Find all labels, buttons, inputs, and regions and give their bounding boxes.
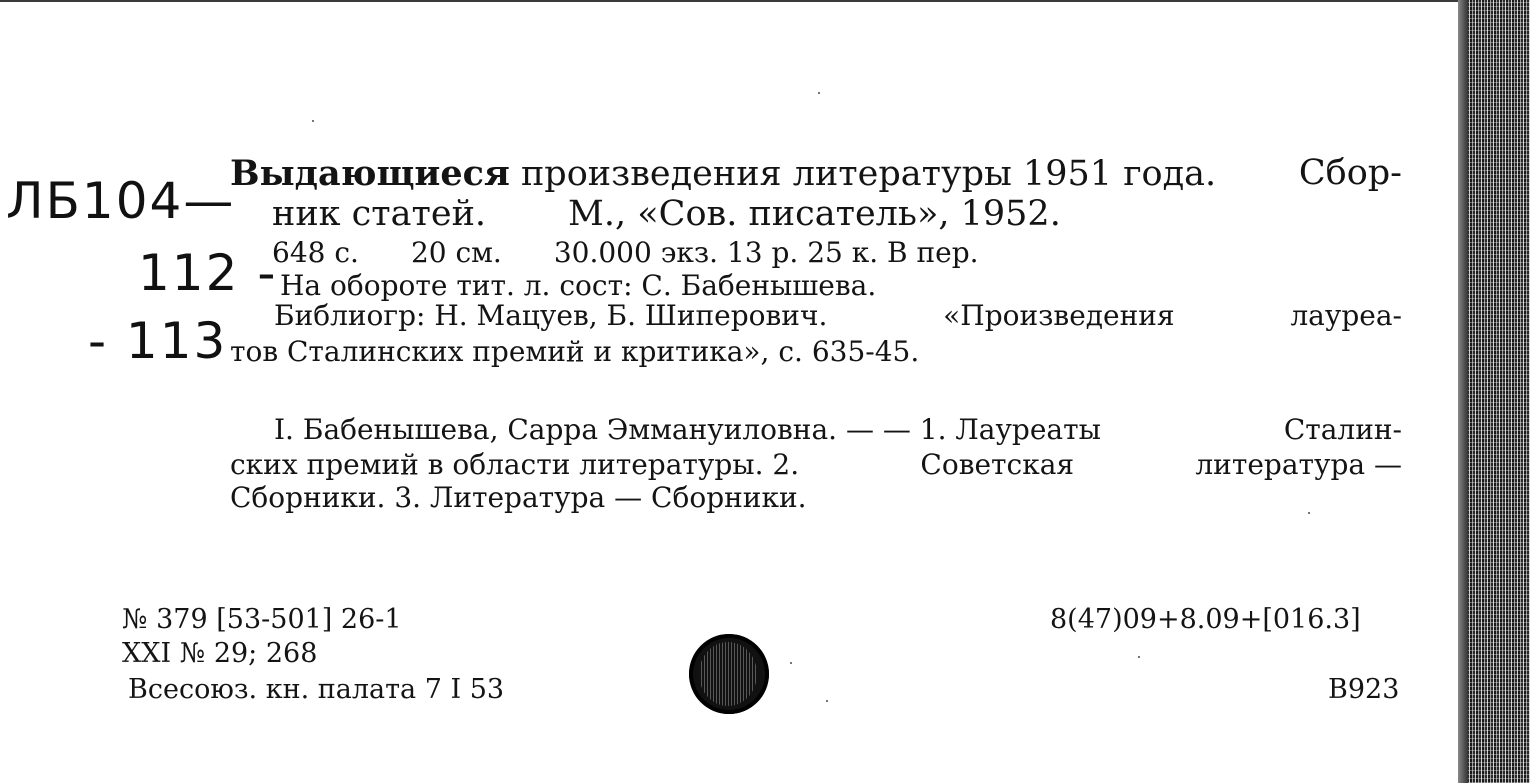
scanner-edge-shadow <box>1458 0 1468 783</box>
punched-hole-texture <box>699 642 757 706</box>
scan-speck <box>826 700 828 702</box>
publication-imprint: М., «Сов. писатель», 1952. <box>568 194 1061 234</box>
bibliography-mid: «Произведения <box>943 299 1175 332</box>
book-size: 20 см. <box>410 236 502 269</box>
tracing-line-1 <box>274 413 1402 446</box>
top-edge-rule <box>0 0 1460 2</box>
tracing-1-start: I. Бабенышева, Сарра Эммануиловна. — — 1. Лауреаты <box>274 413 1101 446</box>
bibliography-note-cont: тов Сталинских премий и критика», с. 635-45. <box>230 335 920 368</box>
title-line-2 <box>272 194 1061 234</box>
scan-speck <box>312 120 314 122</box>
classification-code: 8(47)09+8.09+[016.3] <box>1050 604 1361 635</box>
scan-speck <box>1308 512 1310 514</box>
catalog-code: В923 <box>1328 674 1400 705</box>
scan-speck <box>818 92 820 94</box>
scanner-edge-band <box>1458 0 1530 783</box>
page-count: 648 с. <box>272 236 359 269</box>
tracing-line-2 <box>230 448 1402 481</box>
physical-description <box>272 236 979 269</box>
print-run-price: 30.000 экз. 13 р. 25 к. В пер. <box>553 236 979 269</box>
bibliography-note <box>274 299 1402 332</box>
title-continuation: ник статей. <box>272 194 487 234</box>
registry-number: № 379 [53-501] 26-1 <box>122 604 402 635</box>
volume-number: XXI № 29; 268 <box>122 638 318 669</box>
tracing-1-end: Сталин- <box>1283 413 1402 446</box>
title-hyphenated-end: Сбор- <box>1298 153 1402 193</box>
chamber-imprint: Всесоюз. кн. палата 7 I 53 <box>128 674 505 705</box>
tracing-2-a: ских премий в области литературы. 2. <box>230 448 800 481</box>
handwritten-mark-2: 112 - <box>138 244 278 302</box>
bibliography-start: Библиогр: Н. Мацуев, Б. Шиперович. <box>274 299 828 332</box>
tracing-line-3: Сборники. 3. Литература — Сборники. <box>230 481 807 514</box>
handwritten-mark-3: - 113 <box>88 312 228 370</box>
handwritten-mark-1: ЛБ104— <box>6 172 236 230</box>
scan-speck <box>1138 656 1140 658</box>
title-text: произведения литературы 1951 года. <box>520 154 1217 194</box>
title-author-heading: Выдающиеся <box>230 153 510 194</box>
title-line-1 <box>230 153 1402 194</box>
compiler-note: На обороте тит. л. сост: С. Бабенышева. <box>280 269 877 302</box>
tracing-2-c: литература — <box>1195 448 1402 481</box>
scan-speck <box>790 662 792 664</box>
tracing-2-b: Советская <box>920 448 1075 481</box>
bibliography-end: лауреа- <box>1290 299 1402 332</box>
